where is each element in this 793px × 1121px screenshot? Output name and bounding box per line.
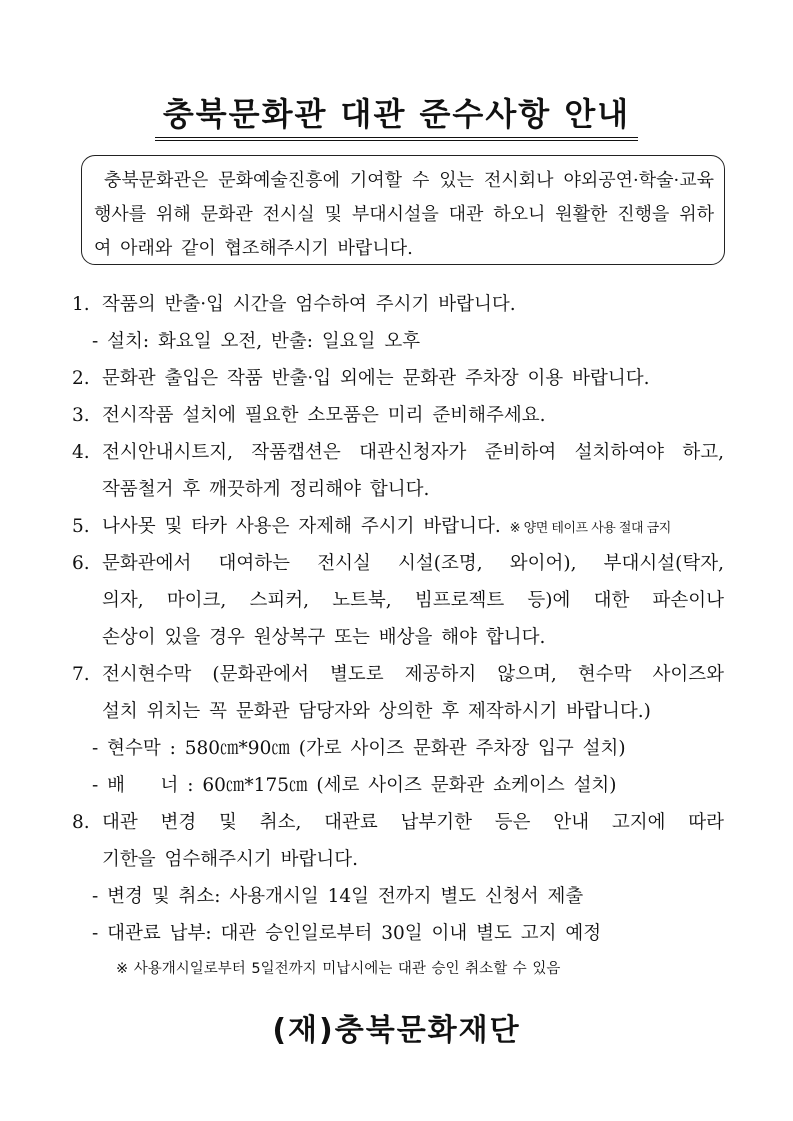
- item-text: 전시현수막 (문화관에서 별도로 제공하지 않으며, 현수막 사이즈와: [102, 664, 724, 685]
- intro-text: 충북문화관은 문화예술진흥에 기여할 수 있는 전시회나 야외공연·학술·교육행사를 위해 문화관 전시실 및 부대시설을 대관 하오니 원활한 진행을 위하여 아래와 같이 협조해주시기 바랍니다.: [94, 170, 714, 259]
- item-number: 4.: [72, 442, 90, 463]
- item-text: 대관 변경 및 취소, 대관료 납부기한 등은 안내 고지에 따라: [102, 812, 724, 833]
- item-text: 문화관 출입은 작품 반출·입 외에는 문화관 주차장 이용 바랍니다.: [102, 368, 650, 389]
- list-item-7-sub1: - 현수막 : 580㎝*90㎝ (가로 사이즈 문화관 주차장 입구 설치): [92, 738, 626, 759]
- list-item-4-cont: 작품철거 후 깨끗하게 정리해야 합니다.: [102, 479, 430, 500]
- intro-box: [81, 155, 725, 265]
- list-item-4: [72, 434, 724, 471]
- list-item-8-sub2: - 대관료 납부: 대관 승인일로부터 30일 이내 별도 고지 예정: [92, 923, 602, 944]
- item-text: 전시작품 설치에 필요한 소모품은 미리 준비해주세요.: [102, 405, 546, 426]
- list-item-1: [72, 286, 724, 323]
- item-number: 8.: [72, 812, 90, 833]
- list-item-5: [72, 508, 724, 545]
- item-number: 2.: [72, 368, 90, 389]
- list-item-8-note: ※ 사용개시일로부터 5일전까지 미납시에는 대관 승인 취소할 수 있음: [116, 961, 561, 977]
- item-text: 작품의 반출·입 시간을 엄수하여 주시기 바랍니다.: [102, 294, 516, 315]
- list-item-6-cont2: 손상이 있을 경우 원상복구 또는 배상을 해야 합니다.: [102, 627, 546, 648]
- list-item-8-cont: 기한을 엄수해주시기 바랍니다.: [102, 849, 358, 870]
- list-item-6: [72, 545, 724, 582]
- item-number: 7.: [72, 664, 90, 685]
- item-number: 6.: [72, 553, 90, 574]
- list-item-8: [72, 804, 724, 841]
- list-item-8-sub1: - 변경 및 취소: 사용개시일 14일 전까지 별도 신청서 제출: [92, 886, 584, 907]
- list-item-7-sub2: - 배 너 : 60㎝*175㎝ (세로 사이즈 문화관 쇼케이스 설치): [92, 775, 617, 796]
- item-text: 나사못 및 타카 사용은 자제해 주시기 바랍니다.: [102, 516, 501, 537]
- rules-list: [72, 286, 724, 986]
- item-text: 의자, 마이크, 스피커, 노트북, 빔프로젝트 등)에 대한 파손이나: [102, 590, 724, 611]
- list-item-7: [72, 656, 724, 693]
- page-title: 충북문화관 대관 준수사항 안내: [155, 94, 638, 141]
- item-number: 1.: [72, 294, 90, 315]
- item-number: 3.: [72, 405, 90, 426]
- list-item-3: [72, 397, 724, 434]
- list-item-7-cont: 설치 위치는 꼭 문화관 담당자와 상의한 후 제작하시기 바랍니다.): [102, 701, 651, 722]
- title-container: [0, 94, 793, 141]
- item-text: 문화관에서 대여하는 전시실 시설(조명, 와이어), 부대시설(탁자,: [102, 553, 724, 574]
- list-item-1-sub: - 설치: 화요일 오전, 반출: 일요일 오후: [92, 331, 421, 352]
- list-item-6-cont: [72, 582, 724, 619]
- item-number: 5.: [72, 516, 90, 537]
- list-item-2: [72, 360, 724, 397]
- organization-name: (재)충북문화재단: [272, 1013, 521, 1048]
- item-text: 전시안내시트지, 작품캡션은 대관신청자가 준비하여 설치하여야 하고,: [102, 442, 724, 463]
- item-note: ※ 양면 테이프 사용 절대 금지: [509, 521, 671, 536]
